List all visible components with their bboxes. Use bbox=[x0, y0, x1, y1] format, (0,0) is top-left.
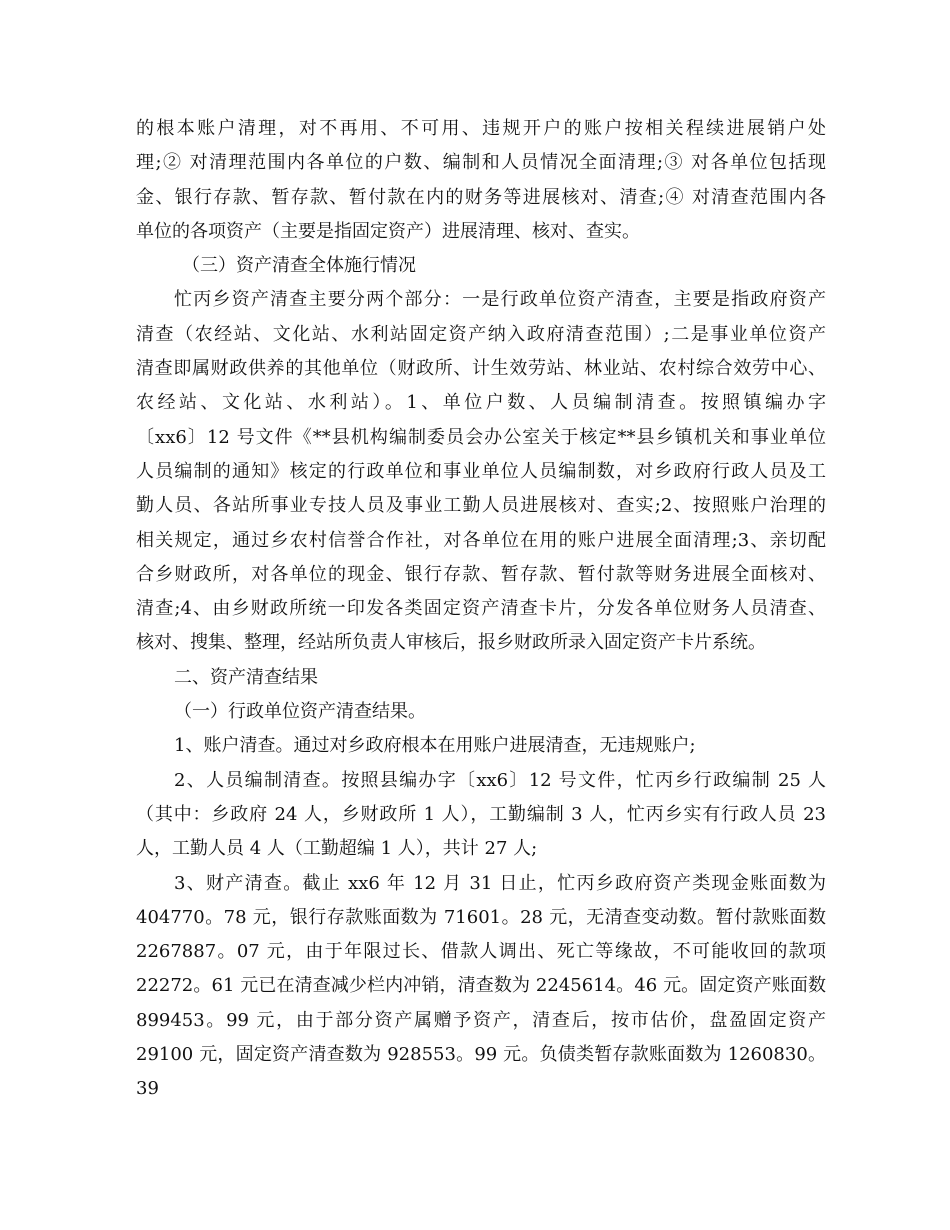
text-line: （其中：乡政府 24 人，乡财政所 1 人），工勤编制 3 人，忙丙乡实有行政人员 23 bbox=[136, 803, 826, 825]
text-line: 2、人员编制清查。按照县编办字〔xx6〕12 号文件，忙丙乡行政编制 25 人 bbox=[174, 769, 826, 791]
text-line: 理;② 对清理范围内各单位的户数、编制和人员情况全面清理;③ 对各单位包括现 bbox=[136, 152, 826, 174]
text-line: 合乡财政所，对各单位的现金、银行存款、暂存款、暂付款等财务进展全面核对、 bbox=[136, 563, 826, 585]
text-line: 核对、搜集、整理，经站所负责人审核后，报乡财政所录入固定资产卡片系统。 bbox=[136, 632, 766, 654]
text-line: 农经站、文化站、水利站）。1、单位户数、人员编制清查。按照镇编办字 bbox=[136, 392, 826, 414]
text-line: 单位的各项资产（主要是指固定资产）进展清理、核对、查实。 bbox=[136, 220, 640, 242]
text-line: 人，工勤人员 4 人（工勤超编 1 人），共计 27 人; bbox=[136, 838, 538, 860]
text-line: 22272。61 元已在清查减少栏内冲销，清查数为 2245614。46 元。固定资产账面数 bbox=[136, 975, 826, 997]
text-line: （一）行政单位资产清查结果。 bbox=[174, 701, 426, 723]
text-line: 二、资产清查结果 bbox=[174, 666, 318, 688]
text-line: 的根本账户清理，对不再用、不可用、违规开户的账户按相关程续进展销户处 bbox=[136, 118, 826, 139]
text-line: 29100 元，固定资产清查数为 928553。99 元。负债类暂存款账面数为 1260830。39 bbox=[136, 1044, 826, 1100]
text-line: 清查;4、由乡财政所统一印发各类固定资产清查卡片，分发各单位财务人员清查、 bbox=[136, 598, 826, 620]
text-line: 清查即属财政供养的其他单位（财政所、计生效劳站、林业站、农村综合效劳中心、 bbox=[136, 358, 826, 380]
text-line: 金、银行存款、暂存款、暂付款在内的财务等进展核对、清查;④ 对清查范围内各 bbox=[136, 186, 826, 208]
text-line: 2267887。07 元，由于年限过长、借款人调出、死亡等缘故，不可能收回的款项 bbox=[136, 941, 826, 963]
text-line: 〔xx6〕12 号文件《**县机构编制委员会办公室关于核定**县乡镇机关和事业单位 bbox=[136, 426, 826, 448]
text-line: 3、财产清查。截止 xx6 年 12 月 31 日止，忙丙乡政府资产类现金账面数为 bbox=[174, 872, 826, 894]
text-line: 1、账户清查。通过对乡政府根本在用账户进展清查，无违规账户; bbox=[174, 735, 696, 757]
text-line: 404770。78 元，银行存款账面数为 71601。28 元，无清查变动数。暂付款账面数 bbox=[136, 906, 826, 928]
text-line: 勤人员、各站所事业专技人员及事业工勤人员进展核对、查实;2、按照账户治理的 bbox=[136, 495, 826, 517]
text-line: 相关规定，通过乡农村信誉合作社，对各单位在用的账户进展全面清理;3、亲切配 bbox=[136, 529, 826, 551]
document-body bbox=[136, 112, 826, 1100]
text-line: 忙丙乡资产清查主要分两个部分：一是行政单位资产清查，主要是指政府资产 bbox=[174, 289, 826, 311]
text-line: 899453。99 元，由于部分资产属赠予资产，清查后，按市估价，盘盈固定资产 bbox=[136, 1009, 826, 1031]
text-line: 人员编制的通知》核定的行政单位和事业单位人员编制数，对乡政府行政人员及工 bbox=[136, 460, 826, 482]
text-line: 清查（农经站、文化站、水利站固定资产纳入政府清查范围）;二是事业单位资产 bbox=[136, 323, 826, 345]
text-line: （三）资产清查全体施行情况 bbox=[182, 255, 416, 277]
